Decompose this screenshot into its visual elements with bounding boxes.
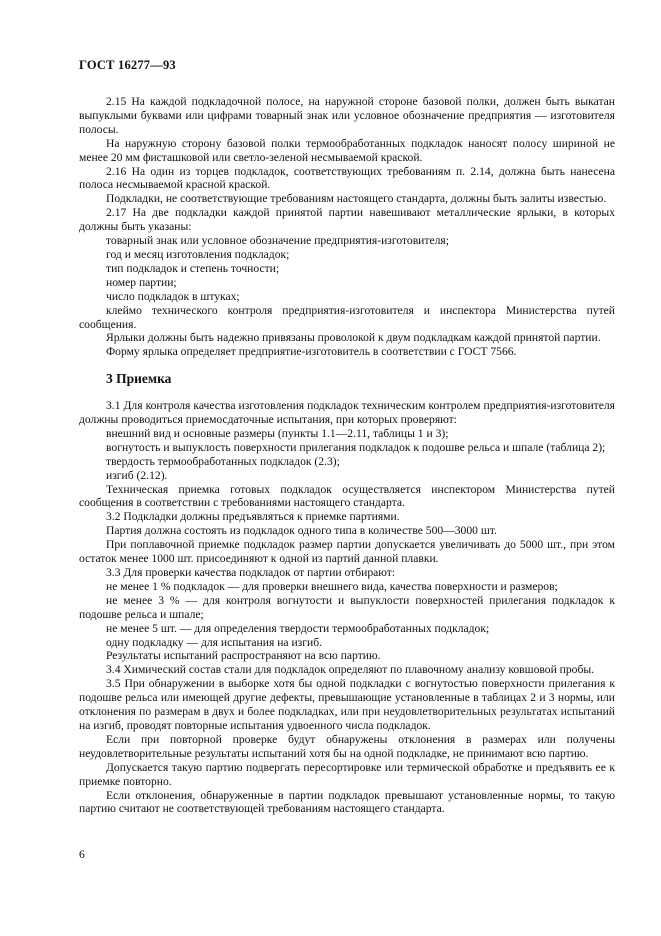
paragraph: Партия должна состоять из подкладок одного типа в количестве 500—3000 шт. (106, 524, 497, 538)
document-header: ГОСТ 16277—93 (79, 58, 176, 72)
paragraph-3-4: 3.4 Химический состав стали для подкладок определяют по плавочному анализу ковшовой пробы. (106, 663, 595, 677)
paragraph-2-17: 2.17 На две подкладки каждой принятой партии навешивают металлические ярлыки, в которых должны быть указаны: (79, 206, 615, 234)
paragraph-3-3: 3.3 Для проверки качества подкладок от партии отбирают: (106, 566, 396, 579)
paragraph-2-15: 2.15 На каждой подкладочной полосе, на наружной стороне базовой полки, должен быть выкатан выпуклыми буквами или цифрами товарный знак или условное обозначение предприятия — изготовителя полосы. (79, 95, 615, 136)
paragraph: Если при повторной проверке будут обнаружены отклонения в размерах или получены неудовлетворительные результаты испытаний хотя бы на одной подкладке, не принимают всю партию. (79, 732, 615, 760)
paragraph: Если отклонения, обнаруженные в партии подкладок превышают установленные нормы, то такую партию считают не соответствующей требованиям настоящего стандарта. (79, 788, 615, 816)
list-item: не менее 5 шт. — для определения твердости термообработанных подкладок; (106, 621, 490, 635)
paragraph: Результаты испытаний распространяют на всю партию. (106, 649, 381, 663)
page-number: 6 (79, 848, 85, 861)
paragraph: Форму ярлыка определяет предприятие-изготовитель в соответствии с ГОСТ 7566. (106, 345, 517, 359)
list-item: внешний вид и основные размеры (пункты 1.1—2.11, таблицы 1 и 3); (106, 426, 449, 440)
list-item: год и месяц изготовления подкладок; (106, 247, 290, 261)
list-item: не менее 1 % подкладок — для проверки внешнего вида, качества поверхности и размеров; (106, 579, 558, 593)
paragraph: Техническая приемка готовых подкладок осуществляется инспектором Министерства путей сообщения в соответствии с требованиями настоящего стандарта. (79, 482, 615, 510)
list-item: твердость термообработанных подкладок (2.3); (106, 454, 340, 468)
list-item: число подкладок в штуках; (106, 289, 240, 303)
paragraph: При поплавочной приемке подкладок размер партии допускается увеличивать до 5000 шт., при этом остаток менее 1000 шт. присоединяют к одной из партий данной плавки. (79, 538, 615, 566)
list-item: тип подкладок и степень точности; (106, 261, 280, 275)
list-item: товарный знак или условное обозначение предприятия-изготовителя; (106, 234, 449, 248)
list-item: одну подкладку — для испытания на изгиб. (106, 635, 322, 649)
paragraph: Допускается такую партию подвергать пересортировке или термической обработке и предъявить ее к приемке повторно. (79, 760, 615, 788)
paragraph-2-16: 2.16 На один из торцев подкладок, соответствующих требованиям п. 2.14, должна быть нанесена полоса несмываемой красной краской. (79, 164, 615, 192)
paragraph: На наружную сторону базовой полки термообработанных подкладок наносят полосу шириной не менее 20 мм фисташковой или светло-зеленой несмываемой краской. (79, 136, 615, 164)
paragraph: Ярлыки должны быть надежно привязаны проволокой к двум подкладкам каждой принятой партии. (106, 331, 601, 345)
list-item: вогнутость и выпуклость поверхности прилегания подкладок к подошве рельса и шпале (таблица 2); (106, 440, 606, 454)
document-body (79, 95, 615, 816)
list-item: клеймо технического контроля предприятия-изготовителя и инспектора Министерства путей сообщения. (79, 303, 615, 331)
paragraph-3-2: 3.2 Подкладки должны предъявляться к приемке партиями. (106, 510, 400, 524)
list-item: номер партии; (106, 275, 177, 289)
paragraph-3-1: 3.1 Для контроля качества изготовления подкладок техническим контролем предприятия-изготовителя должны проводиться приемосдаточные испытания, при которых проверяют: (79, 399, 615, 427)
paragraph-3-5: 3.5 При обнаружении в выборке хотя бы одной подкладки с вогнутостью поверхности прилегания к подошве рельса или имеющей другие дефекты, превышающие установленные в таблицах 2 и 3 нормы, или отклонения по размерам в двух и более подкладках, или при неудовлетворительных результатах испытаний на изгиб, проводят повторные испытания удвоенного числа подкладок. (79, 677, 615, 732)
list-item: изгиб (2.12). (106, 468, 168, 482)
paragraph: Подкладки, не соответствующие требованиям настоящего стандарта, должны быть залиты известью. (106, 192, 607, 206)
list-item: не менее 3 % — для контроля вогнутости и выпуклости поверхностей прилегания подкладок к подошве рельса и шпале; (79, 593, 615, 621)
section-title: 3 Приемка (106, 371, 172, 387)
